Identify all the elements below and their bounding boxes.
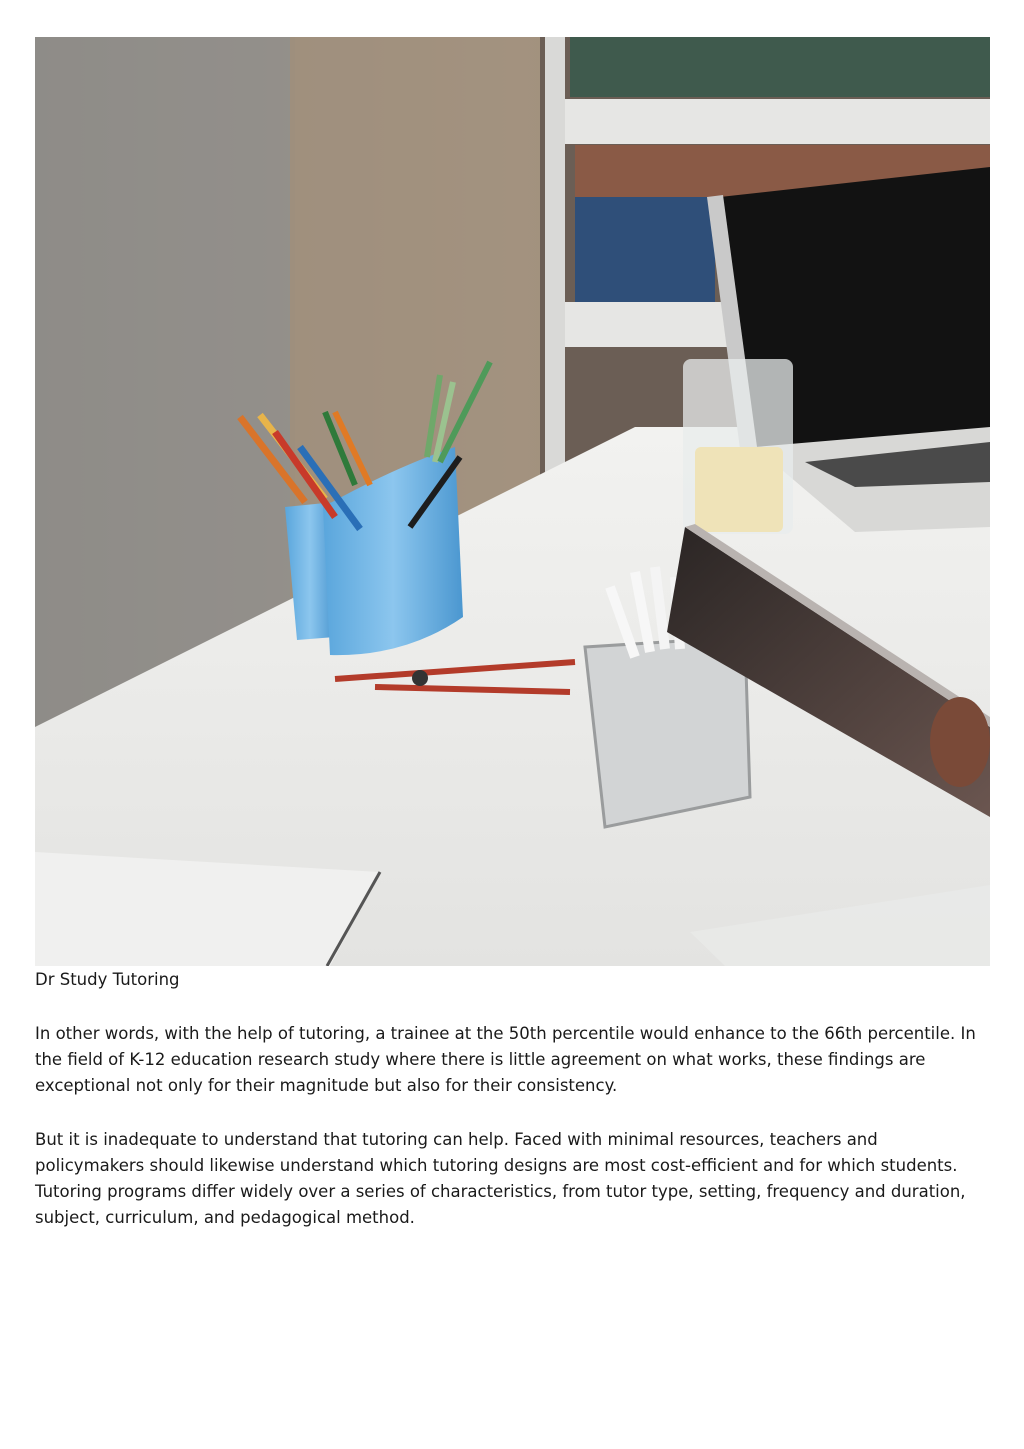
desk-photo-illustration [35,37,990,966]
body-paragraph: In other words, with the help of tutoring, a trainee at the 50th percentile would enhance to the 66th percentile. In the field of K-12 education research study where there is little agreement on what works, these findings are exceptional not only for their magnitude but also for their consistency. [35,1024,976,1095]
desk-photo [35,37,990,966]
body-paragraph: But it is inadequate to understand that tutoring can help. Faced with minimal resources, teachers and policymakers should likewise understand which tutoring designs are most cost-efficient and for which students. Tutoring programs differ widely over a series of characteristics, from tutor type, setting, frequency and duration, subject, curriculum, and pedagogical method. [35,1130,966,1227]
image-caption: Dr Study Tutoring [35,970,180,989]
